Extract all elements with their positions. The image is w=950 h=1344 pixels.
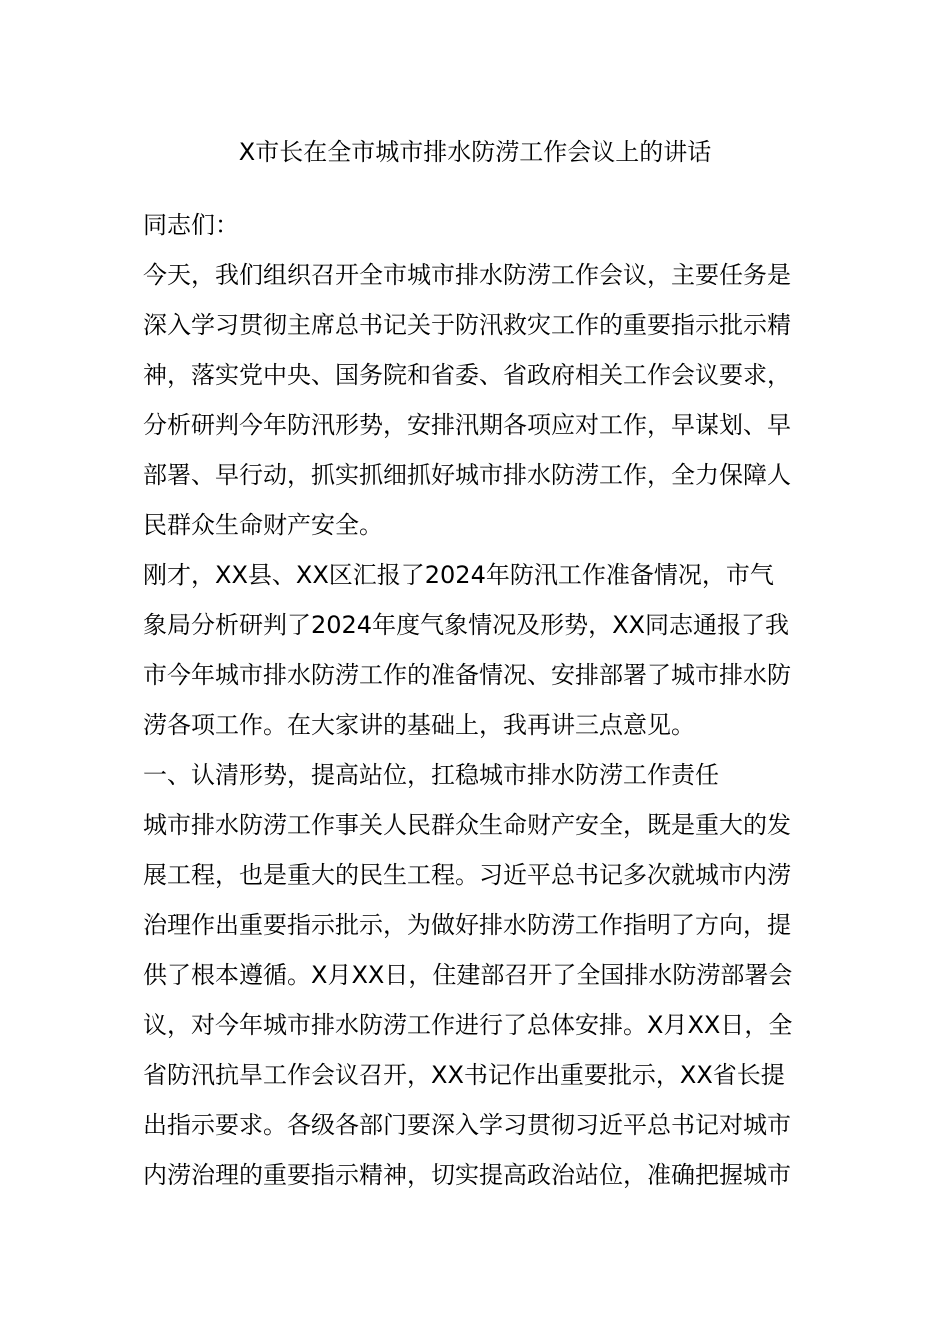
paragraph-line: 象局分析研判了2024年度气象情况及形势，XX同志通报了我 bbox=[143, 611, 789, 639]
paragraph-line: 今天，我们组织召开全市城市排水防涝工作会议，主要任务是 bbox=[143, 261, 791, 289]
paragraph-line: 展工程，也是重大的民生工程。习近平总书记多次就城市内涝 bbox=[143, 861, 791, 889]
section-heading: 一、认清形势，提高站位，扛稳城市排水防涝工作责任 bbox=[143, 761, 719, 789]
paragraph-line: 民群众生命财产安全。 bbox=[143, 511, 383, 539]
paragraph-line: 内涝治理的重要指示精神，切实提高政治站位，准确把握城市 bbox=[143, 1161, 791, 1189]
paragraph-line: 议，对今年城市排水防涝工作进行了总体安排。X月XX日，全 bbox=[143, 1011, 793, 1039]
paragraph-line: 城市排水防涝工作事关人民群众生命财产安全，既是重大的发 bbox=[143, 811, 791, 839]
paragraph-line: 治理作出重要指示批示，为做好排水防涝工作指明了方向，提 bbox=[143, 911, 791, 939]
paragraph-line: 刚才，XX县、XX区汇报了2024年防汛工作准备情况，市气 bbox=[143, 561, 774, 589]
paragraph-line: 分析研判今年防汛形势，安排汛期各项应对工作，早谋划、早 bbox=[143, 411, 791, 439]
paragraph-line: 出指示要求。各级各部门要深入学习贯彻习近平总书记对城市 bbox=[143, 1111, 791, 1139]
salutation: 同志们： bbox=[143, 211, 239, 239]
paragraph-line: 神，落实党中央、国务院和省委、省政府相关工作会议要求， bbox=[143, 361, 791, 389]
paragraph-line: 供了根本遵循。X月XX日，住建部召开了全国排水防涝部署会 bbox=[143, 961, 793, 989]
document-body bbox=[143, 200, 809, 1200]
document-title: X市长在全市城市排水防涝工作会议上的讲话 bbox=[238, 138, 712, 166]
paragraph-line: 省防汛抗旱工作会议召开，XX书记作出重要批示，XX省长提 bbox=[143, 1061, 785, 1089]
paragraph-line: 涝各项工作。在大家讲的基础上，我再讲三点意见。 bbox=[143, 711, 695, 739]
paragraph-line: 部署、早行动，抓实抓细抓好城市排水防涝工作，全力保障人 bbox=[143, 461, 791, 489]
paragraph-line: 市今年城市排水防涝工作的准备情况、安排部署了城市排水防 bbox=[143, 661, 791, 689]
paragraph-line: 深入学习贯彻主席总书记关于防汛救灾工作的重要指示批示精 bbox=[143, 311, 791, 339]
